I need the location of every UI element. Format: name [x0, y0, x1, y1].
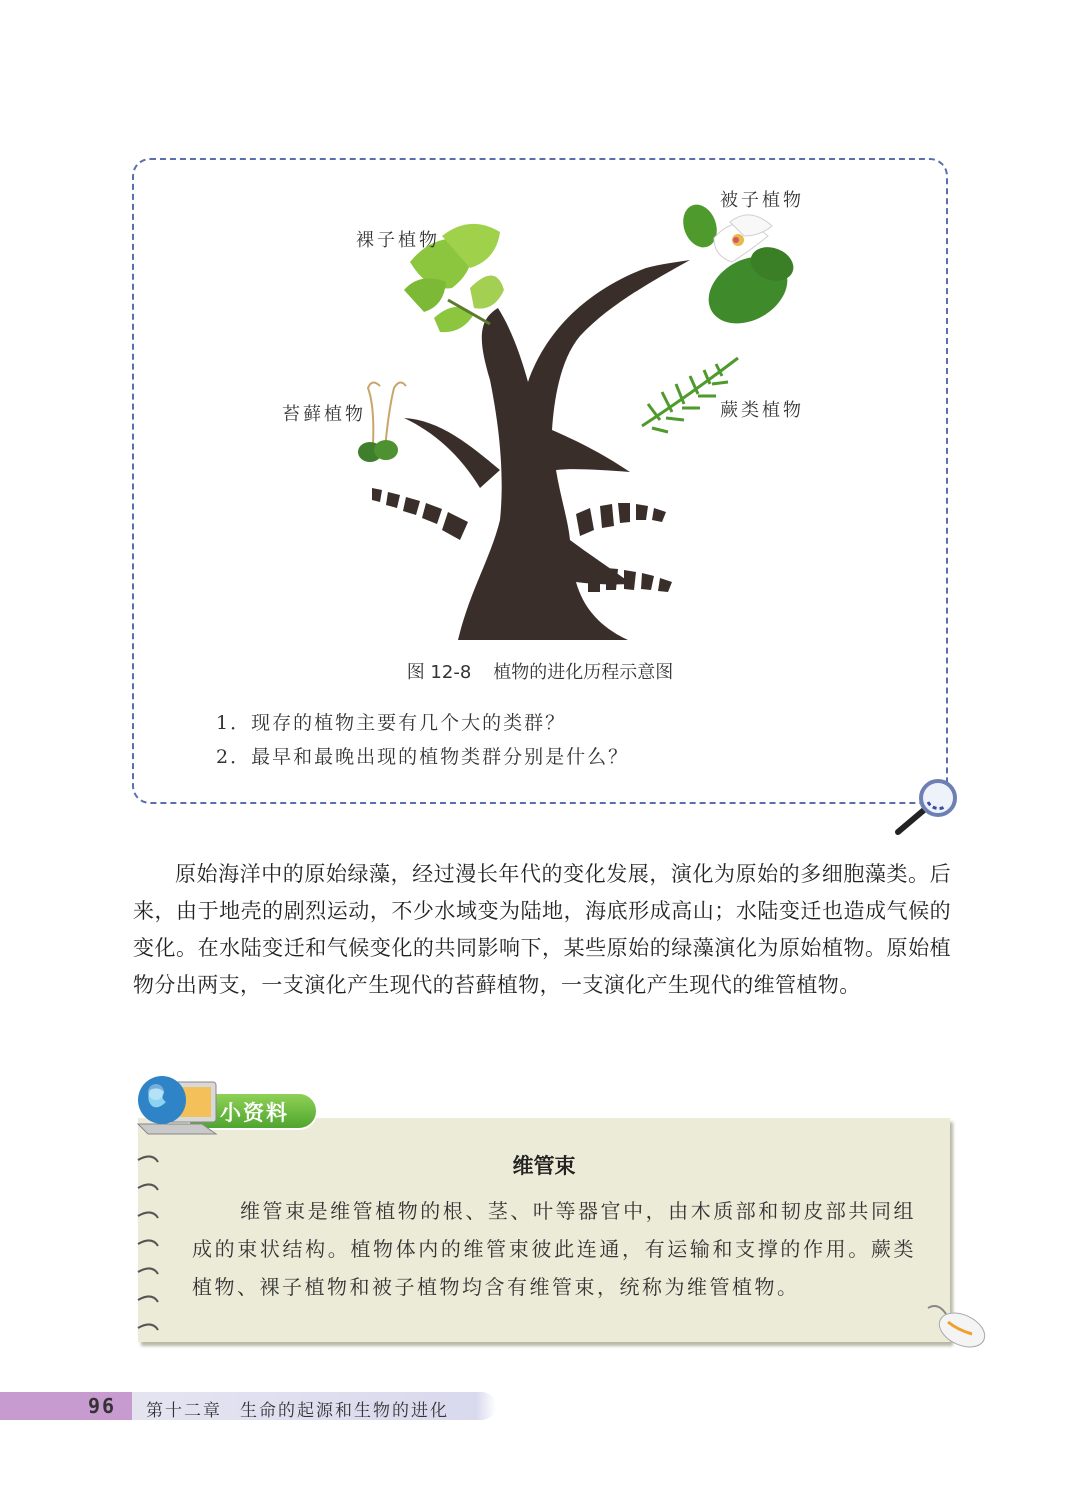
- info-text-paragraph: 维管束是维管植物的根、茎、叶等器官中，由木质部和韧皮部共同组成的束状结构。植物体内的维管束彼此连通，有运输和支撑的作用。蕨类植物、裸子植物和被子植物均含有维管束，统称为维管植物。: [192, 1199, 916, 1299]
- figure-caption: [0, 658, 1080, 684]
- body-paragraph: [133, 856, 951, 1004]
- tree-branch-moss: [404, 418, 500, 488]
- label-fern: 蕨类植物: [720, 400, 804, 421]
- angiosperm-magnolia-illustration: [677, 200, 799, 337]
- chapter-number: 第十二章: [146, 1401, 222, 1421]
- question-1: 1．现存的植物主要有几个大的类群？: [216, 712, 567, 734]
- question-2: 2．最早和最晚出现的植物类群分别是什么？: [216, 746, 630, 768]
- tree-trunk: [458, 260, 690, 640]
- magnifier-icon: [888, 776, 964, 840]
- label-gymnosperm: 裸子植物: [356, 230, 440, 251]
- page-number: 96: [88, 1394, 117, 1418]
- extinct-branch-right-upper: [576, 503, 666, 536]
- figure-caption-title: 植物的进化历程示意图: [493, 662, 674, 683]
- info-tab-label: 小资料: [220, 1101, 289, 1125]
- body-paragraph-text: 原始海洋中的原始绿藻，经过漫长年代的变化发展，演化为原始的多细胞藻类。后来，由于地壳的剧烈运动，不少水域变为陆地，海底形成高山；水陆变迁也造成气候的变化。在水陆变迁和气候变化的共同影响下，某些原始的绿藻演化为原始植物。原始植物分出两支，一支演化产生现代的苔藓植物，一支演化产生现代的维管植物。: [133, 862, 951, 997]
- label-bryophyte: 苔藓植物: [282, 404, 366, 425]
- figure-caption-number: 图 12-8: [406, 662, 472, 683]
- extinct-branch-left: [372, 488, 468, 540]
- plant-evolution-tree-figure: [0, 0, 1080, 660]
- computer-mouse-icon: [924, 1300, 988, 1350]
- label-angiosperm: 被子植物: [720, 190, 804, 211]
- info-text: [192, 1192, 916, 1306]
- info-title: 维管束: [512, 1154, 576, 1178]
- globe-laptop-icon: [130, 1068, 222, 1138]
- chapter-label: [146, 1396, 449, 1421]
- chapter-title: 生命的起源和生物的进化: [240, 1401, 449, 1421]
